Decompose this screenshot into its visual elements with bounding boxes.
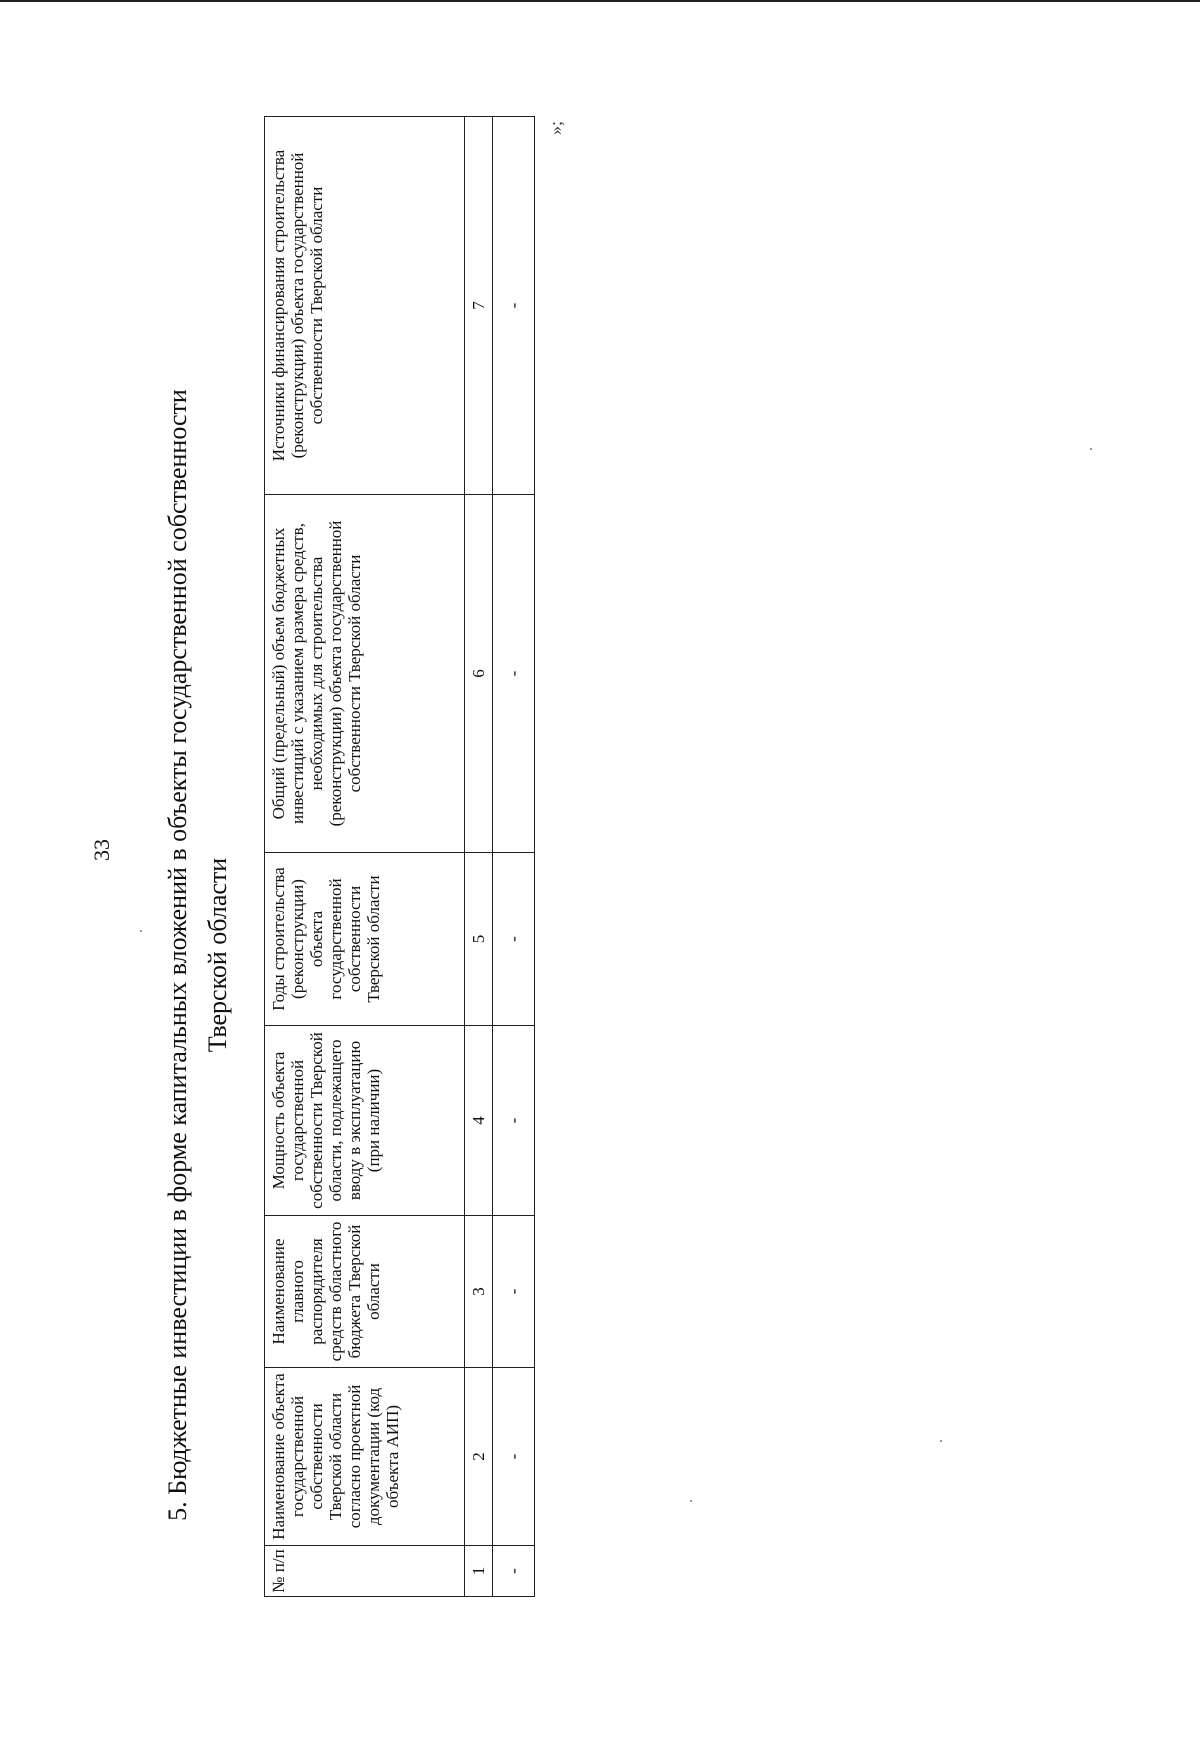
column-number-cell: 5 bbox=[465, 853, 493, 1026]
closing-quote-mark: »; bbox=[545, 120, 566, 136]
table-cell: - bbox=[492, 1026, 534, 1216]
section-title-line-2: Тверской области bbox=[203, 857, 232, 1053]
scan-edge-line bbox=[0, 0, 1200, 2]
scan-speck bbox=[140, 930, 142, 932]
header-cell-funding-sources: Источники финансирования строительства (реконструкции) объекта государственной собственности Тверской области bbox=[265, 117, 465, 495]
scan-speck bbox=[1090, 448, 1092, 450]
header-cell-budget-manager: Наименование главного распорядителя средств областного бюджета Тверской области bbox=[265, 1216, 465, 1368]
scan-speck bbox=[940, 1440, 942, 1442]
column-number-row bbox=[465, 117, 493, 1597]
table-header-row bbox=[265, 117, 465, 1597]
header-cell-total-investment: Общий (предельный) объем бюджетных инвестиций с указанием размера средств, необходимых для строительства (реконструкции) объекта государственной собственности Тверской области bbox=[265, 495, 465, 853]
section-title-line-1: 5. Бюджетные инвестиции в форме капитальных вложений в объекты государственной собственности bbox=[163, 389, 192, 1521]
table-cell: - bbox=[492, 117, 534, 495]
table-cell: - bbox=[492, 1546, 534, 1597]
column-number-cell: 1 bbox=[465, 1546, 493, 1597]
header-cell-number: № п/п bbox=[265, 1546, 465, 1597]
table-cell: - bbox=[492, 1368, 534, 1546]
scan-speck bbox=[690, 1500, 692, 1502]
column-number-cell: 6 bbox=[465, 495, 493, 853]
table-row bbox=[492, 117, 534, 1597]
table-cell: - bbox=[492, 853, 534, 1026]
column-number-cell: 2 bbox=[465, 1368, 493, 1546]
section-title bbox=[158, 155, 238, 1755]
column-number-cell: 4 bbox=[465, 1026, 493, 1216]
investments-table bbox=[264, 116, 535, 1597]
header-cell-capacity: Мощность объекта государственной собственности Тверской области, подлежащего вводу в эксплуатацию (при наличии) bbox=[265, 1026, 465, 1216]
header-cell-construction-years: Годы строительства (реконструкции) объекта государственной собственности Тверской области bbox=[265, 853, 465, 1026]
table-cell: - bbox=[492, 495, 534, 853]
investments-table-container bbox=[264, 117, 535, 1597]
header-cell-object-name: Наименование объекта государственной собственности Тверской области согласно проектной документации (код объекта АИП) bbox=[265, 1368, 465, 1546]
column-number-cell: 3 bbox=[465, 1216, 493, 1368]
table-cell: - bbox=[492, 1216, 534, 1368]
column-number-cell: 7 bbox=[465, 117, 493, 495]
page-number: 33 bbox=[89, 839, 114, 861]
